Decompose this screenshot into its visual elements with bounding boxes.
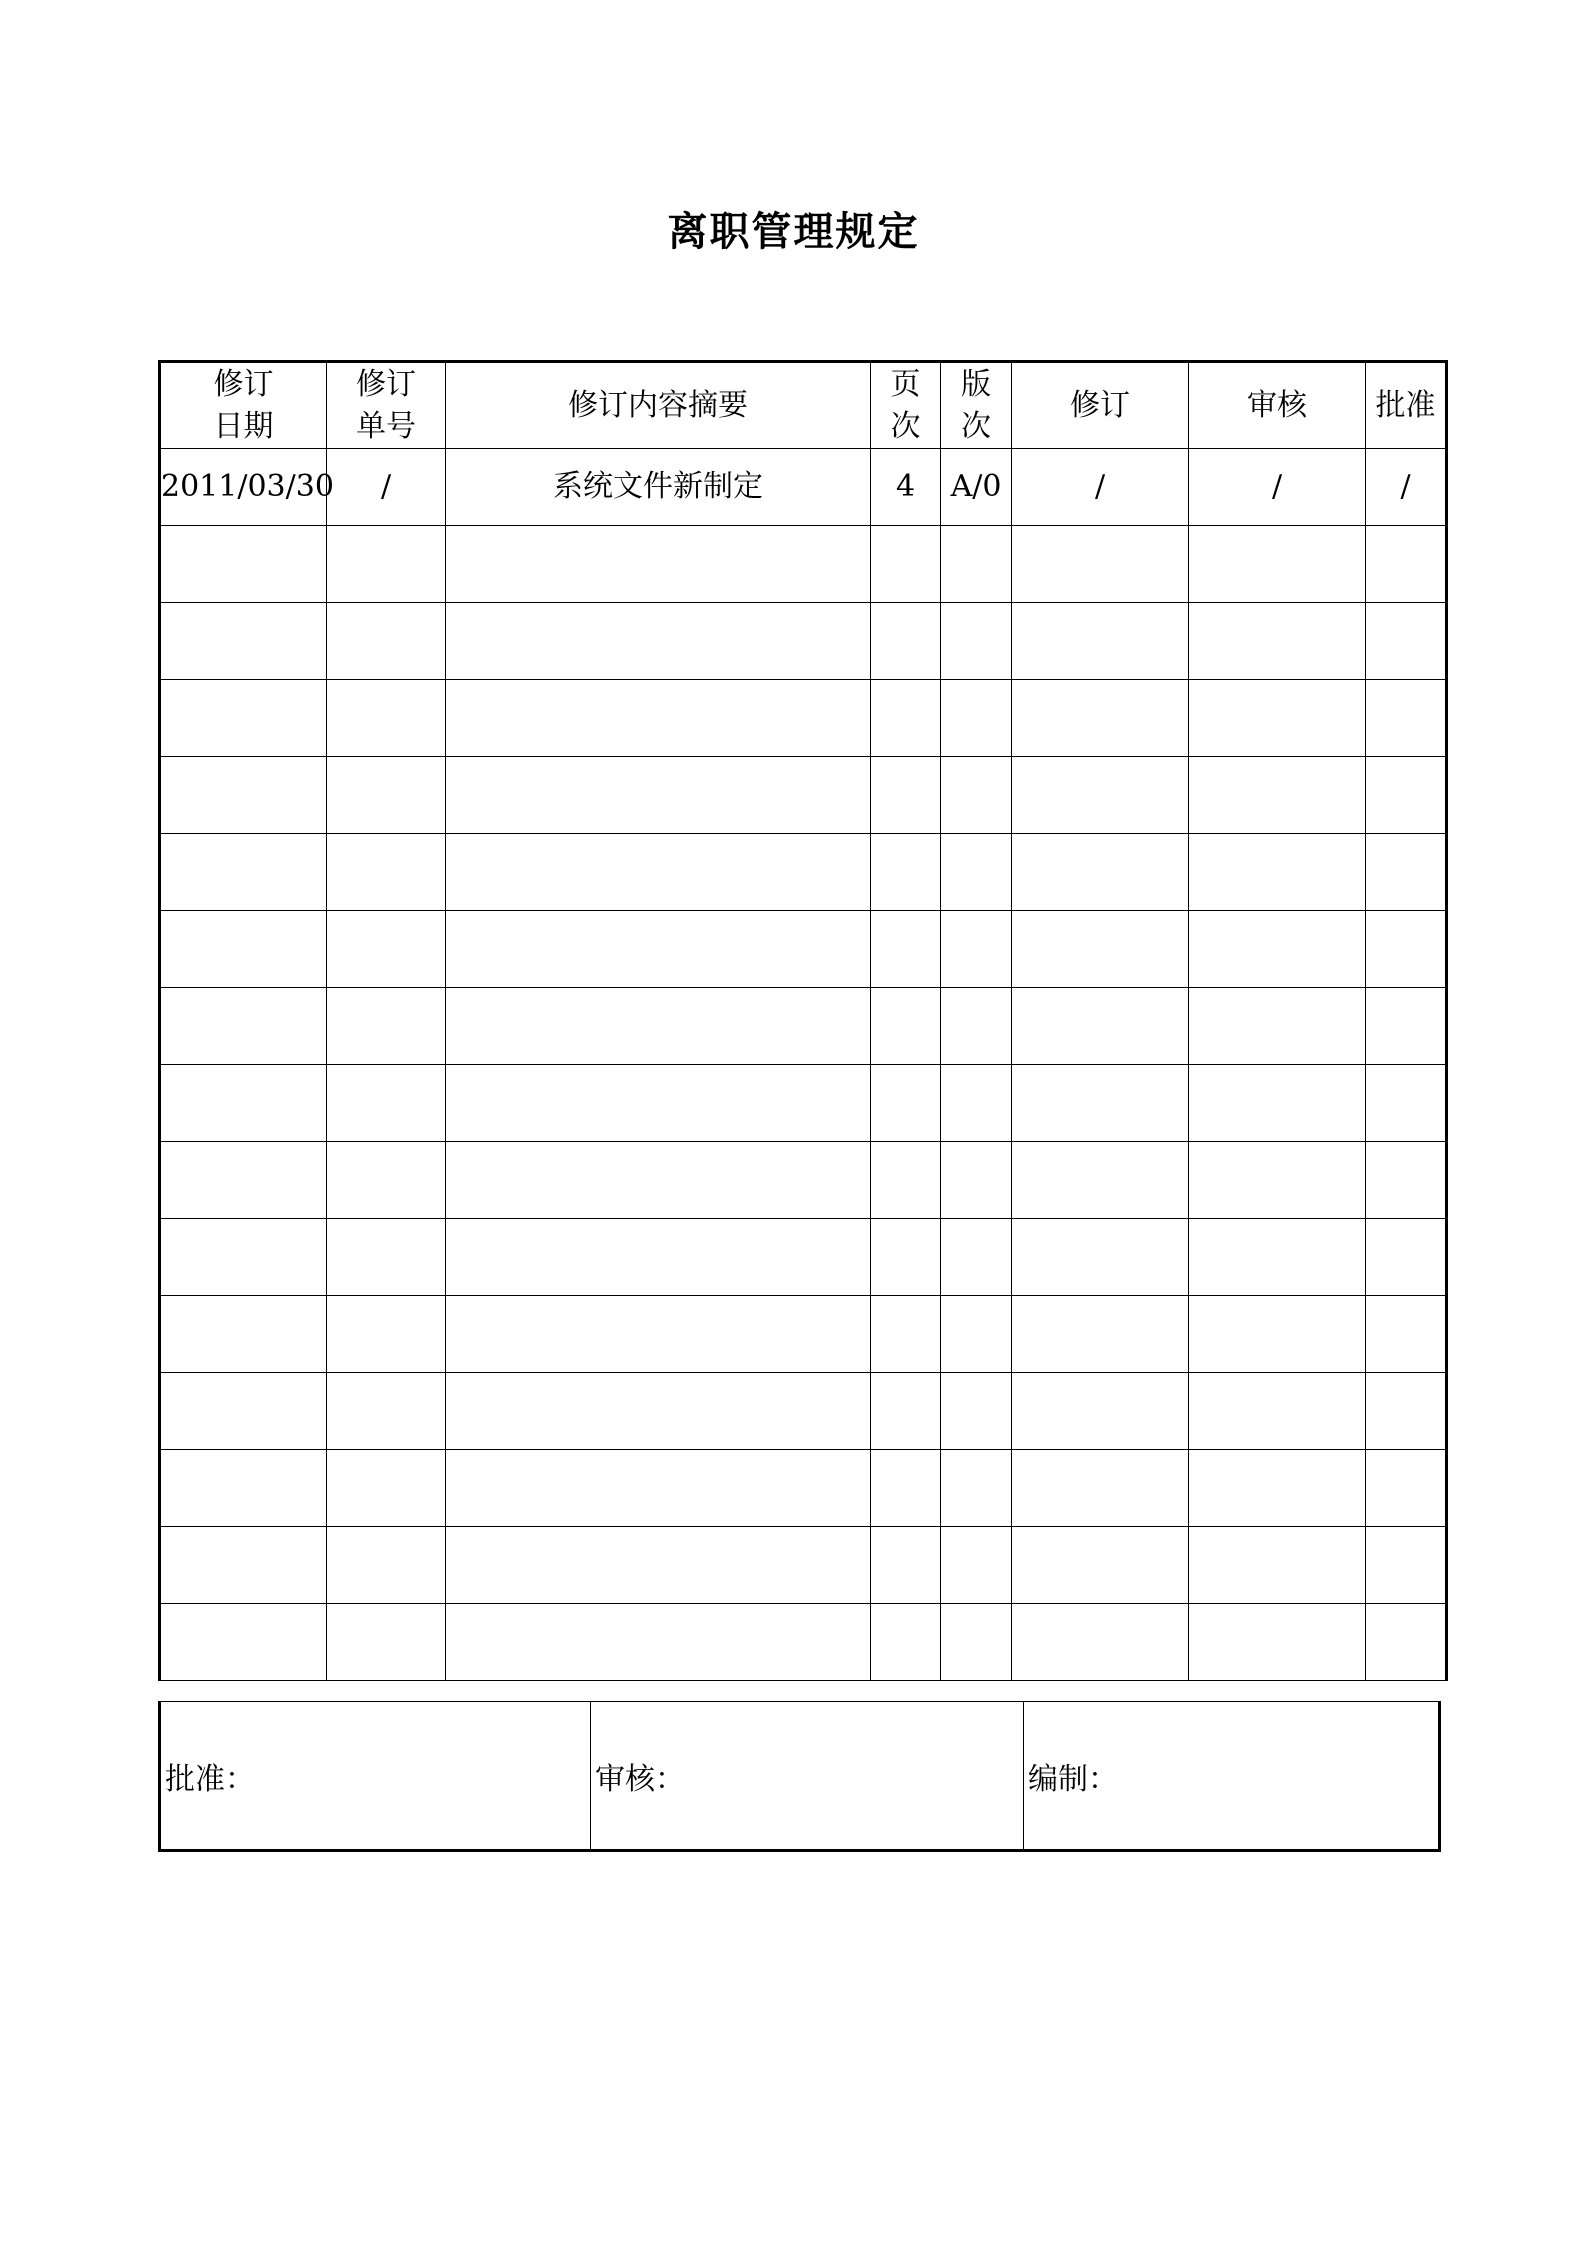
cell-date[interactable]: [160, 526, 327, 603]
revision-table: [158, 360, 1448, 1681]
cell-version[interactable]: [941, 1527, 1012, 1604]
cell-revised-by[interactable]: [1012, 1296, 1189, 1373]
header-revised-by: 修订: [1012, 362, 1189, 449]
cell-version[interactable]: [941, 1450, 1012, 1527]
table-row: [160, 603, 1447, 680]
cell-revised-by[interactable]: /: [1012, 449, 1189, 526]
table-row: [160, 1065, 1447, 1142]
cell-summary[interactable]: [446, 603, 871, 680]
cell-summary[interactable]: [446, 1527, 871, 1604]
cell-reviewed-by[interactable]: [1189, 1527, 1366, 1604]
cell-reviewed-by[interactable]: [1189, 757, 1366, 834]
cell-number[interactable]: [327, 1219, 446, 1296]
cell-summary[interactable]: [446, 1219, 871, 1296]
cell-summary[interactable]: [446, 1296, 871, 1373]
table-row: [160, 1604, 1447, 1681]
cell-revised-by[interactable]: [1012, 834, 1189, 911]
cell-approved-by[interactable]: [1366, 1604, 1447, 1681]
cell-summary[interactable]: 系统文件新制定: [446, 449, 871, 526]
header-version: 版 次: [941, 362, 1012, 449]
cell-version[interactable]: [941, 1296, 1012, 1373]
cell-version[interactable]: [941, 1604, 1012, 1681]
cell-summary[interactable]: [446, 680, 871, 757]
cell-page[interactable]: [871, 680, 941, 757]
cell-revised-by[interactable]: [1012, 1604, 1189, 1681]
cell-reviewed-by[interactable]: [1189, 526, 1366, 603]
signoff-table: [158, 1701, 1441, 1852]
cell-reviewed-by[interactable]: [1189, 834, 1366, 911]
header-revision-number: 修订 单号: [327, 362, 446, 449]
cell-date[interactable]: [160, 988, 327, 1065]
cell-version[interactable]: [941, 911, 1012, 988]
table-row: [160, 449, 1447, 526]
cell-number[interactable]: [327, 911, 446, 988]
cell-date[interactable]: [160, 911, 327, 988]
cell-page[interactable]: [871, 757, 941, 834]
document-title: 离职管理规定: [667, 208, 920, 255]
approve-label: 批准：: [165, 1761, 255, 1797]
cell-version[interactable]: [941, 1219, 1012, 1296]
cell-page[interactable]: [871, 1373, 941, 1450]
header-approved-by: 批准: [1366, 362, 1447, 449]
cell-approved-by[interactable]: [1366, 1450, 1447, 1527]
cell-page[interactable]: [871, 1142, 941, 1219]
cell-reviewed-by[interactable]: [1189, 1296, 1366, 1373]
revision-table-body: [160, 449, 1447, 1681]
cell-page[interactable]: [871, 1219, 941, 1296]
cell-number[interactable]: [327, 526, 446, 603]
table-row: [160, 911, 1447, 988]
cell-approved-by[interactable]: [1366, 1373, 1447, 1450]
header-page: 页 次: [871, 362, 941, 449]
cell-version[interactable]: [941, 1065, 1012, 1142]
cell-version[interactable]: [941, 680, 1012, 757]
cell-reviewed-by[interactable]: [1189, 988, 1366, 1065]
cell-reviewed-by[interactable]: [1189, 603, 1366, 680]
cell-summary[interactable]: [446, 1604, 871, 1681]
table-row: [160, 526, 1447, 603]
cell-summary[interactable]: [446, 834, 871, 911]
table-row: [160, 988, 1447, 1065]
cell-number[interactable]: [327, 988, 446, 1065]
cell-number[interactable]: [327, 603, 446, 680]
cell-approved-by[interactable]: [1366, 1142, 1447, 1219]
revision-table-header: [160, 362, 1447, 449]
cell-page[interactable]: [871, 988, 941, 1065]
cell-approved-by[interactable]: [1366, 680, 1447, 757]
cell-reviewed-by[interactable]: [1189, 1604, 1366, 1681]
cell-approved-by[interactable]: [1366, 988, 1447, 1065]
cell-page[interactable]: [871, 1604, 941, 1681]
cell-summary[interactable]: [446, 1142, 871, 1219]
table-row: [160, 757, 1447, 834]
cell-summary[interactable]: [446, 1450, 871, 1527]
cell-date[interactable]: 2011/03/30: [160, 449, 327, 526]
cell-date[interactable]: [160, 1604, 327, 1681]
header-reviewed-by: 审核: [1189, 362, 1366, 449]
cell-page[interactable]: [871, 1065, 941, 1142]
cell-revised-by[interactable]: [1012, 1065, 1189, 1142]
cell-date[interactable]: [160, 680, 327, 757]
cell-summary[interactable]: [446, 526, 871, 603]
cell-date[interactable]: [160, 834, 327, 911]
cell-version[interactable]: [941, 526, 1012, 603]
review-field[interactable]: [591, 1702, 1024, 1851]
cell-revised-by[interactable]: [1012, 1527, 1189, 1604]
table-row: [160, 1527, 1447, 1604]
cell-number[interactable]: [327, 757, 446, 834]
cell-page[interactable]: [871, 1450, 941, 1527]
table-row: [160, 1296, 1447, 1373]
cell-date[interactable]: [160, 1296, 327, 1373]
cell-revised-by[interactable]: [1012, 1142, 1189, 1219]
cell-version[interactable]: [941, 1142, 1012, 1219]
cell-page[interactable]: [871, 603, 941, 680]
cell-reviewed-by[interactable]: [1189, 1450, 1366, 1527]
prepare-field[interactable]: [1024, 1702, 1440, 1851]
cell-reviewed-by[interactable]: /: [1189, 449, 1366, 526]
cell-approved-by[interactable]: [1366, 834, 1447, 911]
cell-summary[interactable]: [446, 988, 871, 1065]
review-label: 审核：: [595, 1761, 685, 1797]
table-row: [160, 1373, 1447, 1450]
cell-date[interactable]: [160, 1219, 327, 1296]
cell-revised-by[interactable]: [1012, 603, 1189, 680]
cell-approved-by[interactable]: [1366, 1296, 1447, 1373]
cell-version[interactable]: [941, 603, 1012, 680]
cell-date[interactable]: [160, 1373, 327, 1450]
header-revision-summary: 修订内容摘要: [446, 362, 871, 449]
approve-field[interactable]: [160, 1702, 591, 1851]
cell-revised-by[interactable]: [1012, 1450, 1189, 1527]
cell-approved-by[interactable]: [1366, 911, 1447, 988]
cell-revised-by[interactable]: [1012, 911, 1189, 988]
cell-number[interactable]: [327, 834, 446, 911]
signoff-row: [160, 1702, 1440, 1851]
cell-approved-by[interactable]: [1366, 1065, 1447, 1142]
cell-version[interactable]: [941, 1373, 1012, 1450]
cell-date[interactable]: [160, 1450, 327, 1527]
cell-revised-by[interactable]: [1012, 1373, 1189, 1450]
cell-revised-by[interactable]: [1012, 757, 1189, 834]
cell-number[interactable]: [327, 1450, 446, 1527]
cell-approved-by[interactable]: [1366, 603, 1447, 680]
cell-summary[interactable]: [446, 1065, 871, 1142]
cell-approved-by[interactable]: [1366, 1527, 1447, 1604]
cell-number[interactable]: /: [327, 449, 446, 526]
header-revision-date: 修订 日期: [160, 362, 327, 449]
cell-page[interactable]: [871, 1296, 941, 1373]
cell-date[interactable]: [160, 1142, 327, 1219]
table-row: [160, 1450, 1447, 1527]
cell-reviewed-by[interactable]: [1189, 911, 1366, 988]
cell-approved-by[interactable]: [1366, 757, 1447, 834]
cell-date[interactable]: [160, 757, 327, 834]
cell-approved-by[interactable]: [1366, 1219, 1447, 1296]
cell-reviewed-by[interactable]: [1189, 1065, 1366, 1142]
cell-number[interactable]: [327, 1373, 446, 1450]
cell-page[interactable]: 4: [871, 449, 941, 526]
cell-date[interactable]: [160, 1527, 327, 1604]
cell-reviewed-by[interactable]: [1189, 1373, 1366, 1450]
cell-revised-by[interactable]: [1012, 1219, 1189, 1296]
cell-page[interactable]: [871, 834, 941, 911]
cell-version[interactable]: [941, 757, 1012, 834]
cell-approved-by[interactable]: [1366, 526, 1447, 603]
cell-revised-by[interactable]: [1012, 988, 1189, 1065]
cell-page[interactable]: [871, 1527, 941, 1604]
cell-version[interactable]: [941, 988, 1012, 1065]
cell-number[interactable]: [327, 1065, 446, 1142]
cell-date[interactable]: [160, 603, 327, 680]
cell-reviewed-by[interactable]: [1189, 1142, 1366, 1219]
cell-number[interactable]: [327, 1604, 446, 1681]
cell-revised-by[interactable]: [1012, 680, 1189, 757]
table-row: [160, 1219, 1447, 1296]
cell-summary[interactable]: [446, 1373, 871, 1450]
cell-page[interactable]: [871, 911, 941, 988]
cell-date[interactable]: [160, 1065, 327, 1142]
table-row: [160, 834, 1447, 911]
cell-reviewed-by[interactable]: [1189, 1219, 1366, 1296]
cell-reviewed-by[interactable]: [1189, 680, 1366, 757]
cell-summary[interactable]: [446, 757, 871, 834]
cell-revised-by[interactable]: [1012, 526, 1189, 603]
cell-version[interactable]: A/0: [941, 449, 1012, 526]
table-row: [160, 680, 1447, 757]
cell-page[interactable]: [871, 526, 941, 603]
cell-number[interactable]: [327, 1296, 446, 1373]
cell-approved-by[interactable]: /: [1366, 449, 1447, 526]
cell-number[interactable]: [327, 1527, 446, 1604]
cell-number[interactable]: [327, 680, 446, 757]
cell-number[interactable]: [327, 1142, 446, 1219]
prepare-label: 编制：: [1028, 1761, 1118, 1797]
cell-version[interactable]: [941, 834, 1012, 911]
cell-summary[interactable]: [446, 911, 871, 988]
table-row: [160, 1142, 1447, 1219]
